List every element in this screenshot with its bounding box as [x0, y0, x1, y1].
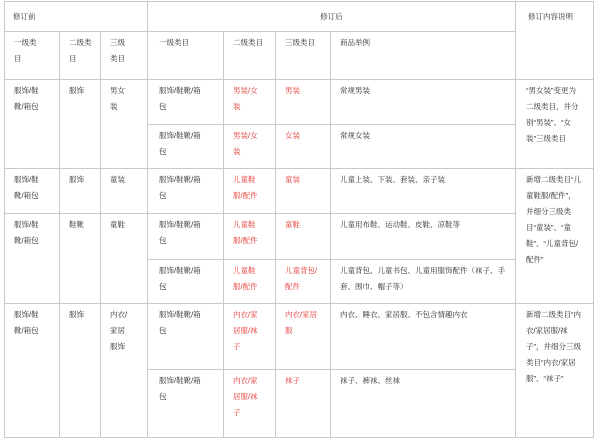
examples-cell: 内衣、睡衣、家居服、不包含情趣内衣	[331, 304, 516, 370]
examples-header: 商品举例	[331, 32, 516, 80]
before-level1-cell: 服饰/鞋靴/箱包	[5, 80, 60, 169]
after-level1-cell: 服饰/鞋靴/箱包	[148, 80, 224, 125]
before-level1-cell: 服饰/鞋靴/箱包	[5, 214, 60, 304]
after-level1-cell: 服饰/鞋靴/箱包	[148, 304, 224, 370]
after-level3-cell: 袜子	[276, 370, 331, 438]
table-row	[5, 214, 594, 260]
examples-cell: 袜子、裤袜、丝袜	[331, 370, 516, 438]
after-level2-header: 二级类目	[224, 32, 276, 80]
revision-note-header: 修订内容说明	[516, 2, 594, 80]
after-level2-cell: 内衣/家居服/袜子	[224, 370, 276, 438]
before-level1-cell: 服饰/鞋靴/箱包	[5, 169, 60, 214]
after-level1-cell: 服饰/鞋靴/箱包	[148, 125, 224, 169]
table-row	[5, 169, 594, 214]
before-level3-cell: 内衣/家居服饰	[101, 304, 148, 438]
after-level3-cell: 童鞋	[276, 214, 331, 260]
after-level1-cell: 服饰/鞋靴/箱包	[148, 169, 224, 214]
after-level2-cell: 儿童鞋服/配件	[224, 214, 276, 260]
before-level2-cell: 鞋靴	[60, 214, 101, 304]
before-level2-header: 二级类目	[60, 32, 101, 80]
after-level3-cell: 童装	[276, 169, 331, 214]
after-level3-cell: 内衣/家居服	[276, 304, 331, 370]
category-revision-table	[4, 1, 594, 438]
examples-cell: 儿童背包、儿童书包、儿童用服饰配件（袜子、手套、围巾、帽子等）	[331, 260, 516, 304]
revision-note-cell: “男女装”变更为二级类目，并分别“男装”、“女装”三级类目	[516, 80, 594, 169]
after-level2-cell: 男装/女装	[224, 125, 276, 169]
examples-cell: 儿童上装、下装、套装、亲子装	[331, 169, 516, 214]
table-row	[5, 80, 594, 125]
before-level3-cell: 男女装	[101, 80, 148, 169]
after-level3-cell: 女装	[276, 125, 331, 169]
table-row	[5, 304, 594, 370]
after-level3-cell: 儿童背包/配件	[276, 260, 331, 304]
before-level1-header: 一级类目	[5, 32, 60, 80]
header-row-groups	[5, 2, 594, 32]
after-level3-header: 三级类目	[276, 32, 331, 80]
after-revision-header: 修订后	[148, 2, 516, 32]
before-revision-header: 修订前	[5, 2, 148, 32]
after-level2-cell: 内衣/家居服/袜子	[224, 304, 276, 370]
after-level2-cell: 男装/女装	[224, 80, 276, 125]
after-level2-cell: 儿童鞋服/配件	[224, 260, 276, 304]
after-level1-cell: 服饰/鞋靴/箱包	[148, 260, 224, 304]
after-level1-cell: 服饰/鞋靴/箱包	[148, 370, 224, 438]
before-level2-cell: 服饰	[60, 80, 101, 169]
before-level3-header: 三级类目	[101, 32, 148, 80]
examples-cell: 常规男装	[331, 80, 516, 125]
before-level3-cell: 童鞋	[101, 214, 148, 304]
before-level2-cell: 服饰	[60, 169, 101, 214]
before-level3-cell: 童装	[101, 169, 148, 214]
before-level2-cell: 服饰	[60, 304, 101, 438]
header-row-columns	[5, 32, 594, 80]
after-level2-cell: 儿童鞋服/配件	[224, 169, 276, 214]
after-level3-cell: 男装	[276, 80, 331, 125]
examples-cell: 儿童用布鞋、运动鞋、皮鞋、凉鞋等	[331, 214, 516, 260]
examples-cell: 常规女装	[331, 125, 516, 169]
revision-note-cell: 新增二级类目“内衣/家居服/袜子”，并细分三级类目“内衣/家居服”、“袜子”	[516, 304, 594, 438]
after-level1-cell: 服饰/鞋靴/箱包	[148, 214, 224, 260]
revision-note-cell: 新增二级类目“儿童鞋服/配件”，并细分三级类目“童装”、“童鞋”、“儿童背包/配件”	[516, 169, 594, 304]
after-level1-header: 一级类目	[148, 32, 224, 80]
before-level1-cell: 服饰/鞋靴/箱包	[5, 304, 60, 438]
